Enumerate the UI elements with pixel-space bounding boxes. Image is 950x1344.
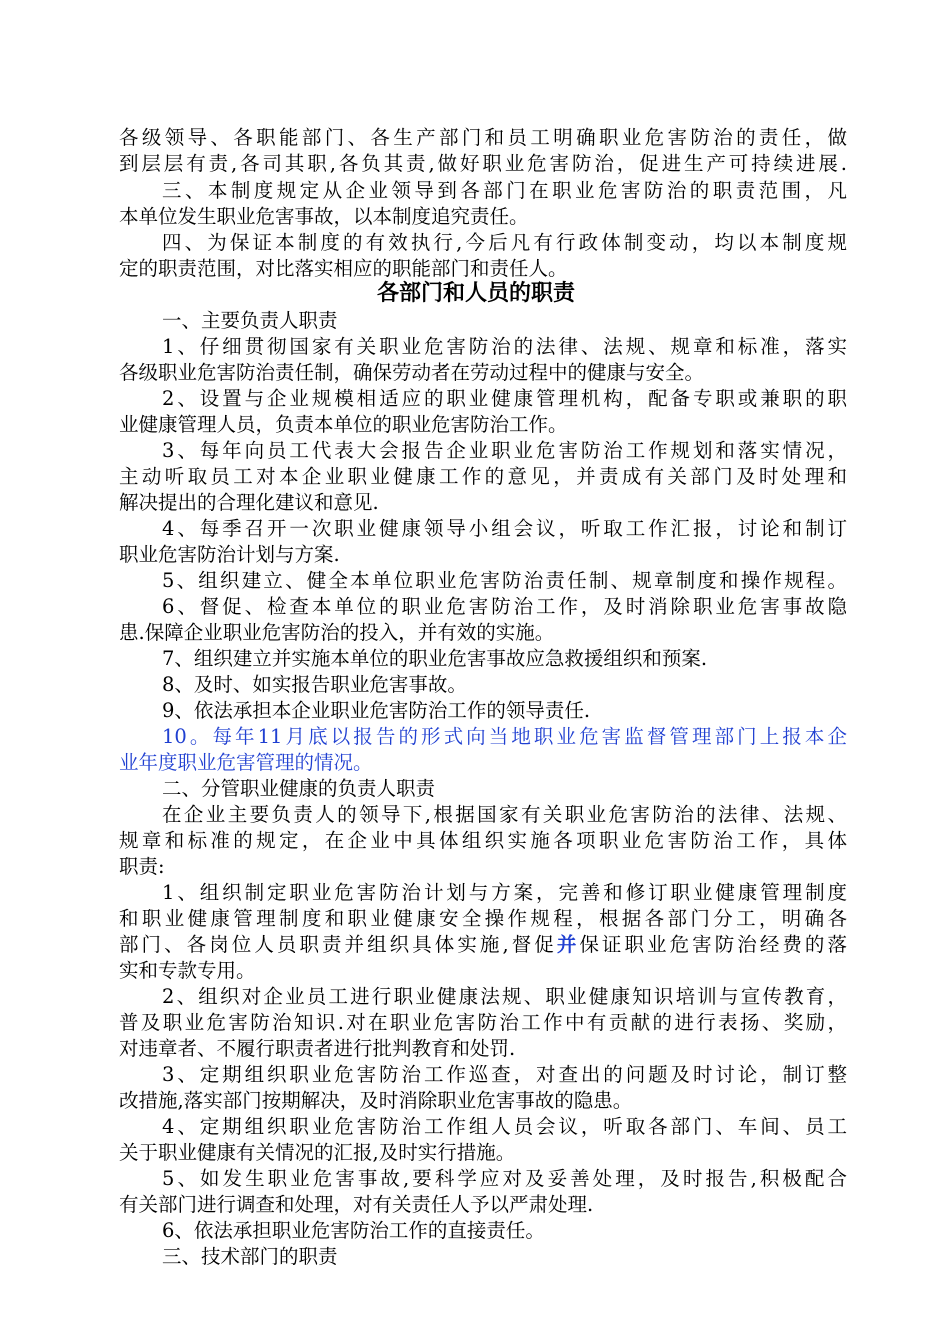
text-line: 职业危害防治计划与方案. (119, 543, 340, 566)
text-line: 2、设置与企业规模相适应的职业健康管理机构，配备专职或兼职的职 (162, 387, 847, 410)
text-span: 部门、各岗位人员职责并组织具体实施,督促 (119, 933, 557, 956)
text-line: 关于职业健康有关情况的汇报,及时实行措施。 (119, 1141, 516, 1164)
text-line: 对违章者、不履行职责者进行批判教育和处罚. (119, 1037, 516, 1060)
text-line: 6、依法承担职业危害防治工作的直接责任。 (162, 1219, 545, 1242)
text-line: 解决提出的合理化建议和意见. (119, 491, 379, 514)
text-line: 7、组织建立并实施本单位的职业危害事故应急救援组织和预案. (162, 647, 708, 670)
section-title: 各部门和人员的职责 (377, 280, 576, 306)
text-line: 职责: (119, 855, 165, 878)
text-line: 本单位发生职业危害事故，以本制度追究责任。 (119, 205, 529, 228)
text-line: 三、技术部门的职责 (162, 1245, 338, 1268)
text-span: 保证职业危害防治经费的落 (579, 933, 847, 956)
text-line: 普及职业危害防治知识.对在职业危害防治工作中有贡献的进行表扬、奖励， (119, 1011, 847, 1034)
text-line: 业健康管理人员，负责本单位的职业危害防治工作。 (119, 413, 568, 436)
text-line: 各级职业危害防治责任制，确保劳动者在劳动过程中的健康与安全。 (119, 361, 705, 384)
text-line: 10。每年11月底以报告的形式向当地职业危害监督管理部门上报本企 (162, 725, 847, 748)
text-line: 主动听取员工对本企业职业健康工作的意见，并责成有关部门及时处理和 (119, 465, 847, 488)
text-line (119, 932, 847, 958)
text-line: 改措施,落实部门按期解决，及时消除职业危害事故的隐患。 (119, 1089, 633, 1112)
text-line: 1、仔细贯彻国家有关职业危害防治的法律、法规、规章和标准，落实 (162, 335, 847, 358)
text-line: 各级领导、各职能部门、各生产部门和员工明确职业危害防治的责任，做 (119, 126, 847, 149)
text-line: 9、依法承担本企业职业危害防治工作的领导责任. (162, 699, 591, 722)
highlighted-word: 并 (556, 933, 580, 956)
text-line: 有关部门进行调查和处理，对有关责任人予以严肃处理. (119, 1193, 594, 1216)
text-line: 1、组织制定职业危害防治计划与方案，完善和修订职业健康管理制度 (162, 881, 847, 904)
text-line: 业年度职业危害管理的情况。 (119, 751, 373, 774)
text-line: 3、定期组织职业危害防治工作巡查，对查出的问题及时讨论，制订整 (162, 1063, 847, 1086)
text-line: 8、及时、如实报告职业危害事故。 (162, 673, 467, 696)
text-line: 5、组织建立、健全本单位职业危害防治责任制、规章制度和操作规程。 (162, 569, 847, 592)
text-line: 患.保障企业职业危害防治的投入，并有效的实施。 (119, 621, 555, 644)
text-line: 四、为保证本制度的有效执行,今后凡有行政体制变动，均以本制度规 (162, 231, 847, 254)
text-line: 6、督促、检查本单位的职业危害防治工作，及时消除职业危害事故隐 (162, 595, 847, 618)
text-line: 规章和标准的规定，在企业中具体组织实施各项职业危害防治工作，具体 (119, 829, 847, 852)
text-line: 2、组织对企业员工进行职业健康法规、职业健康知识培训与宣传教育， (162, 985, 847, 1008)
text-line: 4、定期组织职业危害防治工作组人员会议，听取各部门、车间、员工 (162, 1115, 847, 1138)
text-line: 三、本制度规定从企业领导到各部门在职业危害防治的职责范围，凡 (162, 179, 847, 202)
text-line: 5、如发生职业危害事故,要科学应对及妥善处理，及时报告,积极配合 (162, 1167, 847, 1190)
text-line: 3、每年向员工代表大会报告企业职业危害防治工作规划和落实情况， (162, 439, 847, 462)
text-line: 二、分管职业健康的负责人职责 (162, 777, 436, 800)
text-line: 实和专款专用。 (119, 959, 256, 982)
text-line: 一、主要负责人职责 (162, 309, 338, 332)
text-line: 和职业健康管理制度和职业健康安全操作规程，根据各部门分工，明确各 (119, 907, 847, 930)
text-line: 到层层有责,各司其职,各负其责,做好职业危害防治，促进生产可持续进展. (119, 152, 847, 175)
text-line: 在企业主要负责人的领导下,根据国家有关职业危害防治的法律、法规、 (162, 803, 847, 826)
text-line: 定的职责范围，对比落实相应的职能部门和责任人。 (119, 257, 568, 280)
text-line: 4、每季召开一次职业健康领导小组会议，听取工作汇报，讨论和制订 (162, 517, 847, 540)
